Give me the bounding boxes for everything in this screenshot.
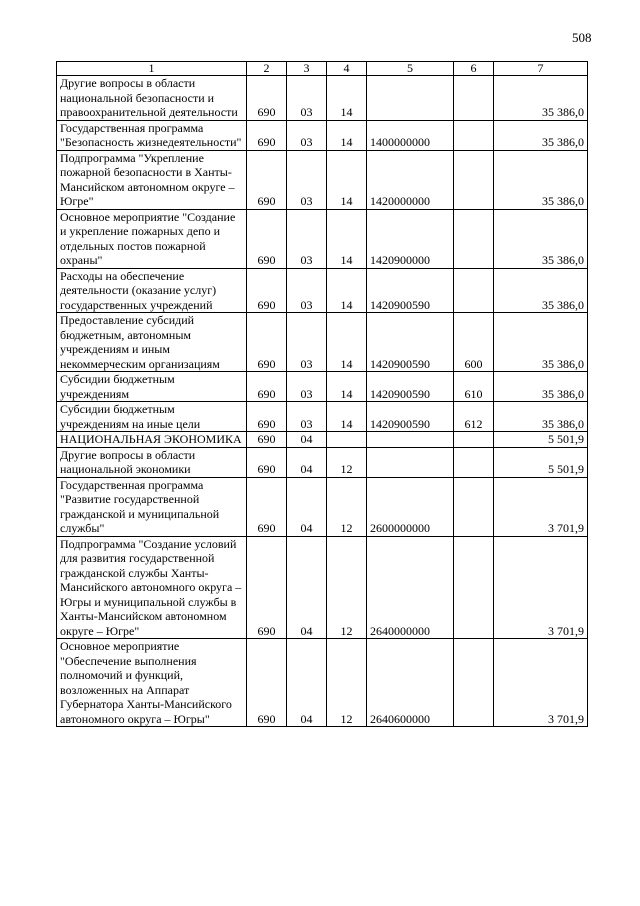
row-col6 — [454, 76, 494, 121]
row-col4: 14 — [327, 313, 367, 372]
row-col5 — [367, 447, 454, 477]
budget-table — [56, 61, 588, 727]
row-col6 — [454, 209, 494, 268]
row-col5: 1420900000 — [367, 209, 454, 268]
table-row — [57, 477, 588, 536]
row-col2: 690 — [247, 447, 287, 477]
row-amount: 35 386,0 — [494, 313, 588, 372]
row-col3: 04 — [287, 447, 327, 477]
row-col3: 04 — [287, 432, 327, 448]
row-col5: 1420000000 — [367, 150, 454, 209]
table-row — [57, 150, 588, 209]
row-col5: 1420900590 — [367, 402, 454, 432]
row-col3: 03 — [287, 120, 327, 150]
row-col2: 690 — [247, 536, 287, 639]
row-col6 — [454, 150, 494, 209]
row-col2: 690 — [247, 477, 287, 536]
row-name: Субсидии бюджетным учреждениям — [57, 372, 247, 402]
row-col3: 03 — [287, 76, 327, 121]
row-name: Другие вопросы в области национальной экономики — [57, 447, 247, 477]
table-row — [57, 313, 588, 372]
row-amount: 35 386,0 — [494, 209, 588, 268]
row-col6 — [454, 639, 494, 727]
row-amount: 3 701,9 — [494, 639, 588, 727]
row-name: Основное мероприятие "Создание и укрепление пожарных депо и отдельных постов пожарной охраны" — [57, 209, 247, 268]
row-col6: 612 — [454, 402, 494, 432]
table-row — [57, 402, 588, 432]
row-name: Подпрограмма "Укрепление пожарной безопасности в Ханты-Мансийском автономном округе – Югре" — [57, 150, 247, 209]
row-col6 — [454, 120, 494, 150]
row-col6 — [454, 268, 494, 313]
column-header: 6 — [454, 62, 494, 76]
row-name: Подпрограмма "Создание условий для развития государственной гражданской службы Ханты-Мансийского автономного округа – Югры и муниципальной службы в Ханты-Мансийском автономном округе – Югре" — [57, 536, 247, 639]
row-name: Основное мероприятие "Обеспечение выполнения полномочий и функций, возложенных на Аппарат Губернатора Ханты-Мансийского автономного округа – Югры" — [57, 639, 247, 727]
row-col4: 14 — [327, 209, 367, 268]
row-col2: 690 — [247, 313, 287, 372]
row-col2: 690 — [247, 639, 287, 727]
row-col3: 03 — [287, 268, 327, 313]
row-col4: 14 — [327, 268, 367, 313]
row-col4: 14 — [327, 76, 367, 121]
table-row — [57, 372, 588, 402]
row-name: Предоставление субсидий бюджетным, автономным учреждениям и иным некоммерческим организациям — [57, 313, 247, 372]
column-header: 4 — [327, 62, 367, 76]
row-col2: 690 — [247, 120, 287, 150]
row-col3: 04 — [287, 477, 327, 536]
table-header-row — [57, 62, 588, 76]
row-amount: 35 386,0 — [494, 120, 588, 150]
row-amount: 35 386,0 — [494, 372, 588, 402]
row-col2: 690 — [247, 268, 287, 313]
column-header: 2 — [247, 62, 287, 76]
row-amount: 3 701,9 — [494, 477, 588, 536]
row-col6 — [454, 447, 494, 477]
row-col3: 03 — [287, 372, 327, 402]
table-row — [57, 76, 588, 121]
row-col3: 03 — [287, 313, 327, 372]
row-col5: 2600000000 — [367, 477, 454, 536]
row-amount: 35 386,0 — [494, 268, 588, 313]
table-row — [57, 536, 588, 639]
row-col2: 690 — [247, 209, 287, 268]
row-name: Другие вопросы в области национальной безопасности и правоохранительной деятельности — [57, 76, 247, 121]
table-row — [57, 120, 588, 150]
column-header: 7 — [494, 62, 588, 76]
table-row — [57, 639, 588, 727]
table-row — [57, 432, 588, 448]
row-col5: 1400000000 — [367, 120, 454, 150]
row-col5 — [367, 432, 454, 448]
row-col4: 14 — [327, 150, 367, 209]
row-col2: 690 — [247, 76, 287, 121]
row-col6 — [454, 432, 494, 448]
row-col5 — [367, 76, 454, 121]
column-header: 1 — [57, 62, 247, 76]
row-col3: 03 — [287, 150, 327, 209]
row-col2: 690 — [247, 372, 287, 402]
row-col3: 03 — [287, 402, 327, 432]
row-col3: 03 — [287, 209, 327, 268]
row-col6: 610 — [454, 372, 494, 402]
row-amount: 5 501,9 — [494, 432, 588, 448]
column-header: 5 — [367, 62, 454, 76]
row-name: НАЦИОНАЛЬНАЯ ЭКОНОМИКА — [57, 432, 247, 448]
table-row — [57, 447, 588, 477]
row-amount: 5 501,9 — [494, 447, 588, 477]
page-number: 508 — [572, 30, 592, 45]
table-row — [57, 268, 588, 313]
row-name: Расходы на обеспечение деятельности (оказание услуг) государственных учреждений — [57, 268, 247, 313]
row-col2: 690 — [247, 402, 287, 432]
row-amount: 35 386,0 — [494, 150, 588, 209]
row-col4: 12 — [327, 477, 367, 536]
row-col2: 690 — [247, 432, 287, 448]
row-amount: 3 701,9 — [494, 536, 588, 639]
row-col5: 2640600000 — [367, 639, 454, 727]
row-col4: 14 — [327, 402, 367, 432]
row-col4: 14 — [327, 372, 367, 402]
row-name: Субсидии бюджетным учреждениям на иные цели — [57, 402, 247, 432]
row-amount: 35 386,0 — [494, 76, 588, 121]
row-col6 — [454, 477, 494, 536]
row-col4: 14 — [327, 120, 367, 150]
row-col3: 04 — [287, 639, 327, 727]
row-col6: 600 — [454, 313, 494, 372]
row-col4: 12 — [327, 447, 367, 477]
row-col5: 1420900590 — [367, 372, 454, 402]
row-col4: 12 — [327, 639, 367, 727]
table-row — [57, 209, 588, 268]
row-col5: 1420900590 — [367, 268, 454, 313]
row-name: Государственная программа "Безопасность жизнедеятельности" — [57, 120, 247, 150]
row-col4: 12 — [327, 536, 367, 639]
row-col5: 1420900590 — [367, 313, 454, 372]
row-col6 — [454, 536, 494, 639]
column-header: 3 — [287, 62, 327, 76]
row-name: Государственная программа "Развитие государственной гражданской и муниципальной службы" — [57, 477, 247, 536]
row-amount: 35 386,0 — [494, 402, 588, 432]
row-col4 — [327, 432, 367, 448]
row-col2: 690 — [247, 150, 287, 209]
row-col3: 04 — [287, 536, 327, 639]
row-col5: 2640000000 — [367, 536, 454, 639]
